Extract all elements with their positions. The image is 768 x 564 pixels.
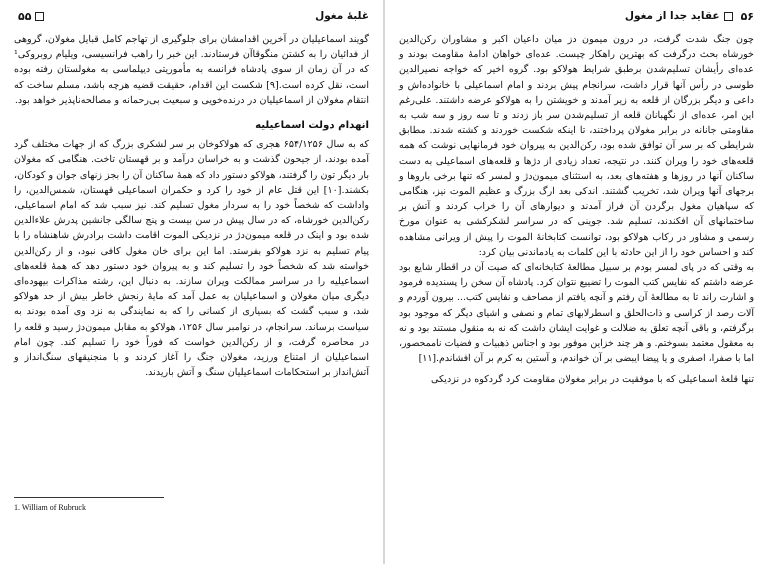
left-page [0,0,383,564]
section-title: انهدام دولت اسماعیلیه [255,120,369,132]
square-ornament-icon [35,12,44,21]
left-page-header [14,8,369,24]
footnote: 1. William of Rubruck [14,503,86,512]
right-page-body [399,32,754,388]
paragraph: تنها قلعهٔ اسماعیلی که با موفقیت در برابر مغولان مقاومت کرد گردکوه در نزدیکی [431,374,754,386]
right-page-header [399,8,754,24]
right-page [385,0,768,564]
paragraph: چون جنگ شدت گرفت، در درون میمون دز میان داعیان اکبر و مشاوران رکن‌الدین خورشاه بحث درگرفت که بهترین راهکار چیست. عده‌ای خواهان ادامهٔ مقاومت بودند و عده‌ای رأیشان تسلیم‌شدن برطبق شرایط هولاکو بود. گروه اخیر که خواجه نصیرالدین طوسی در رأس آنها قرار داشت، سرانجام پیش بردند و امام اسماعیلی با خانواده‌اش و داعی و دیگر بزرگان از قلعه به زیر آمدند و خویشتن را به هولاکو عرضه داشتند. علی‌رغم این امر، عده‌ای از نگهبانان قلعه از تسلیم‌شدن سر باز زدند و تا سه روز و سه شب به مقاومتی جانانه در برابر مغولان پرداختند، تا اینکه شکست خوردند و کشته شدند. مطابق شرایطی که بر سر آن توافق شده بود، رکن‌الدین به پیروان خود فرمانهایی نوشت که همه قلعه‌های خود را ویران کنند. در نتیجه، تعداد زیادی از دژها و قلعه‌های اسماعیلی به دست ساکنان آنها در روزها و هفته‌های بعد، به استثنای میمون‌دژ و لمسر که تنها برخی باروها و برجهای آنها ویران شد، تخریب گشتند. اندکی بعد ارگ بزرگ و عظیم الموت نیز، هنگامی که سپاهیان مغول برگردن آن فراز آمدند و دیوارهای آن را خراب کردند و آتش بر ساختمانهای آن افکندند، تسلیم شد. جوینی که در سراسر لشکرکشی به عنوان مورخ رسمی و مشاور در رکاب هولاکو بود، توانست کتابخانهٔ الموت را پیش از ویرانی مشاهده کند و احساس خود را از این حادثه با این کلمات به یادماندنی بیان کرد: [399,34,754,258]
square-ornament-icon [724,12,733,21]
running-head: عقاید جدا از مغول [624,10,720,22]
block-quote: به وقتی که در پای لمسر بودم بر سبیل مطالعهٔ کتابخانه‌ای که صیت آن در اقطار شایع بود عرضه داشتم که نفایس کتب الموت را تضییع نتوان کرد. پادشاه آن سخن را پسندیده فرمود و اشارت راند تا به مطالعهٔ آن رفتم و آنچه یافتم از مصاحف و نفایس کتب... بیرون آوردم و آلات رصد از کراسی و ذات‌الحلق و اسطرلابهای تمام و نصفی و اشیای دیگر که موجود بود برگرفتم، و باقی آنچه تعلق به ضلالت و غوایت ایشان داشت که نه به منقول مستند بود و نه به معقول معتمد بسوختم. و هر چند خزاین موفور بود و اجناس ذهبیات و فضیات ناممحصور، اما با صفرا، اصفری و یا پیضا ایبضی بر آن خواندم، و آستین به کرم بر آن افشاندم.[۱۱] [399,262,754,365]
page-number: ۵۶ [740,9,754,23]
page-number-block [14,10,48,23]
page-number: ۵۵ [18,9,32,23]
paragraph: گویند اسماعیلیان در آخرین اقدامشان برای جلوگیری از تهاجم کامل قبایل مغولان، گروهی از فدائیان را به کشتن منگوقاآن فرستادند. این خبر را راهب فرانسیسی، ویلیام روبروکی¹ که در آن زمان از سوی پادشاه فرانسه به مأموریتی دیپلماسی به مغولستان رفته بوده است، نقل کرده است.[۹] شکست این اقدام، حقیقت قضیه هرچه باشد، مسلم ساخت که انتقام مغولان از اسماعیلیان در درنده‌خویی و سبعیت بی‌رحمانه و مصالحه‌ناپذیر خواهد بود. [14,34,369,106]
left-page-body [14,32,369,380]
running-head: غلبهٔ مغول [315,10,369,22]
footnote-divider [14,497,164,498]
paragraph: که به سال ۶۵۴/۱۲۵۶ هجری که هولاکوخان بر سر لشکری بزرگ که از جهات مختلف گرد آمده بودند، از جیحون گذشت و به خراسان درآمد و بر قهستان تاخت. هنگامی که مغولان بار دیگر تون را گرفتند، هولاکو دستور داد که همهٔ ساکنان آن را بجز زنهای جوان و کودکان، بکشند.[۱۰] این قتل عام از خود را کرد و حکمران اسماعیلی قهستان، شمس‌الدین، را واداشت که شخصاً خود را به سردار مغول تسلیم کند. نیز سبب شد که امام اسماعیلی، رکن‌الدین خورشاه، که در سال پیش در سن بیست و پنج سالگی جانشین پدرش علاءالدین شده بود و اینک در قلعه میمون‌دژ در نزدیکی الموت اقامت داشت برادرش شاهنشاه را با پیام تسلیم به نزد هولاکو بفرستد. اما این برای خان مغول کافی نبود، و از رکن‌الدین خواسته شد که شخصاً خود را تسلیم کند و به پیروان خود دستور دهد که همهٔ قلعه‌های اسماعیلیه را در سراسر ممالکت ویران سازند. به دنبال این، رشته مذاکرات بیهوده‌ای دیگری میان مغولان و اسماعیلیان به عمل آمد که مایهٔ رنجش خاطر بیش از حد هولاکو شد، و سبب گشت که بسیاری از کسانی را که به نمایندگی به نزد وی آمده بودند به سیاست برساند. سرانجام، در نوامبر سال ۱۲۵۶، هولاکو به مقابل میمون‌دژ رسید و قلعه را در محاصره گرفت، و از رکن‌الدین خواست که فوراً خود را تسلیم کند. چون امام اسماعیلیان از امتناع ورزید، مغولان جنگ را آغاز کردند و با منجنیقهای سنگ‌انداز و آتش‌انداز بر استحکامات اسماعیلیان سنگ و آتش باریدند. [14,139,369,379]
